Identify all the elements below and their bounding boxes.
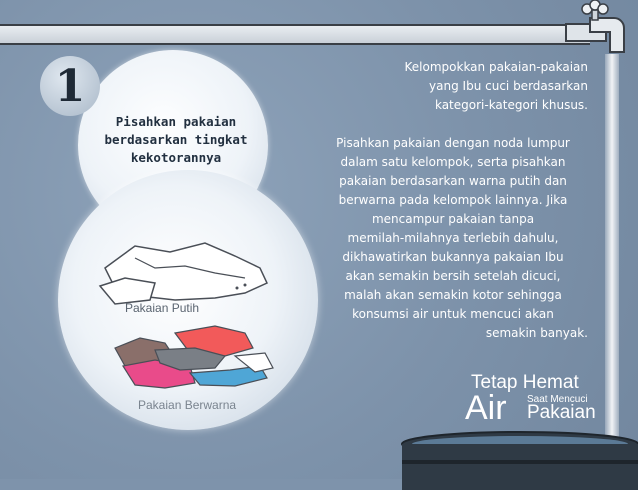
text-line: dikhawatirkan bukannya pakaian Ibu [342, 250, 564, 264]
faucet-icon [560, 0, 630, 60]
brand-air: Air [465, 389, 507, 427]
water-barrel-icon [395, 430, 638, 490]
description-paragraph-1 [308, 58, 588, 115]
white-clothes-pile [100, 243, 267, 304]
step-number: 1 [40, 56, 100, 116]
text-line: malah akan semakin kotor sehingga [344, 288, 562, 302]
description-text [308, 58, 588, 343]
text-line: yang Ibu cuci berdasarkan [429, 79, 588, 93]
text-line: konsumsi air untuk mencuci akan [352, 307, 554, 321]
brand-pakaian: Pakaian [527, 402, 596, 423]
step-title-line: Pisahkan pakaian [115, 114, 237, 129]
step-title-line: berdasarkan tingkat [104, 132, 248, 147]
water-stream [605, 54, 619, 454]
colored-clothes-pile [115, 326, 273, 388]
text-line: akan semakin bersih setelah dicuci, [345, 269, 561, 283]
brand-line-1: Tetap Hemat [471, 372, 579, 393]
white-clothes-label: Pakaian Putih [125, 301, 200, 315]
text-line: berwarna pada kelompok lainnya. Jika [338, 193, 568, 207]
step-title [92, 113, 260, 167]
colored-clothes-label: Pakaian Berwarna [138, 398, 237, 412]
text-line: mencampur pakaian tanpa [371, 212, 535, 226]
text-line: dalam satu kelompok, serta pisahkan [340, 155, 566, 169]
text-line: semakin banyak. [485, 326, 588, 340]
clothes-illustration [95, 238, 285, 398]
brand-logo [465, 372, 600, 432]
step-title-line: kekotorannya [130, 150, 222, 165]
text-line: kategori-kategori khusus. [434, 98, 588, 112]
brand-saat: Saat Mencuci [527, 394, 588, 405]
text-line: pakaian berdasarkan warna putih dan [339, 174, 567, 188]
description-paragraph-2 [308, 134, 588, 343]
text-line: memilah-milahnya terlebih dahulu, [347, 231, 559, 245]
text-line: Kelompokkan pakaian-pakaian [404, 60, 588, 74]
text-line: Pisahkan pakaian dengan noda lumpur [336, 136, 570, 150]
water-pipe [0, 24, 590, 45]
